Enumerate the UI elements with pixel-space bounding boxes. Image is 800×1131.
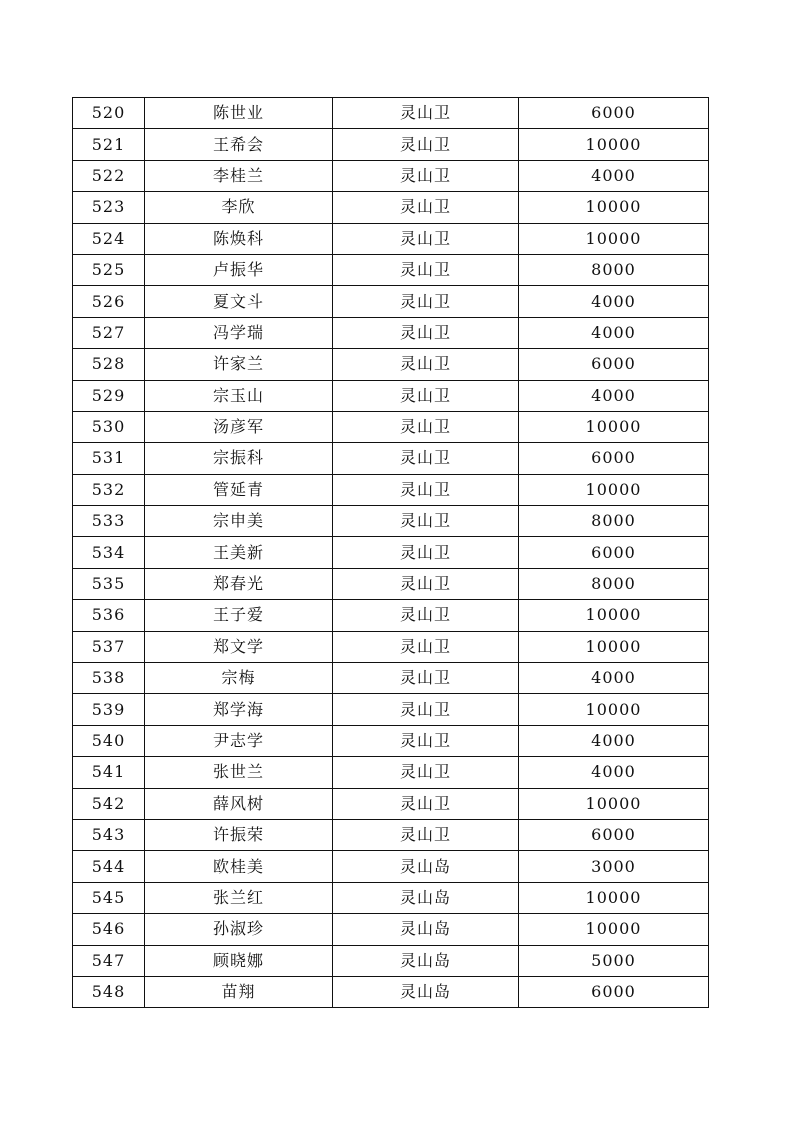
cell-number: 527 [73, 317, 145, 348]
table-row [73, 411, 709, 442]
table-row [73, 788, 709, 819]
cell-number: 528 [73, 349, 145, 380]
cell-amount: 10000 [519, 474, 709, 505]
table-row [73, 694, 709, 725]
cell-number: 530 [73, 411, 145, 442]
cell-name: 宗梅 [145, 663, 333, 694]
cell-location: 灵山卫 [333, 160, 519, 191]
cell-name: 顾晓娜 [145, 945, 333, 976]
table-row [73, 600, 709, 631]
cell-amount: 10000 [519, 914, 709, 945]
cell-amount: 4000 [519, 663, 709, 694]
cell-amount: 10000 [519, 223, 709, 254]
cell-number: 523 [73, 192, 145, 223]
cell-number: 536 [73, 600, 145, 631]
cell-number: 522 [73, 160, 145, 191]
cell-amount: 4000 [519, 725, 709, 756]
cell-amount: 6000 [519, 819, 709, 850]
cell-amount: 5000 [519, 945, 709, 976]
cell-location: 灵山卫 [333, 663, 519, 694]
cell-name: 孙淑珍 [145, 914, 333, 945]
cell-amount: 6000 [519, 537, 709, 568]
cell-location: 灵山岛 [333, 851, 519, 882]
table-row [73, 757, 709, 788]
cell-number: 535 [73, 568, 145, 599]
cell-name: 欧桂美 [145, 851, 333, 882]
cell-location: 灵山卫 [333, 223, 519, 254]
cell-name: 张世兰 [145, 757, 333, 788]
cell-name: 许振荣 [145, 819, 333, 850]
cell-amount: 10000 [519, 129, 709, 160]
cell-name: 郑春光 [145, 568, 333, 599]
table-row [73, 882, 709, 913]
table-row [73, 537, 709, 568]
cell-location: 灵山岛 [333, 914, 519, 945]
cell-number: 521 [73, 129, 145, 160]
table-row [73, 663, 709, 694]
cell-location: 灵山卫 [333, 129, 519, 160]
cell-amount: 3000 [519, 851, 709, 882]
cell-name: 夏文斗 [145, 286, 333, 317]
table-row [73, 506, 709, 537]
cell-number: 540 [73, 725, 145, 756]
cell-name: 冯学瑞 [145, 317, 333, 348]
cell-amount: 10000 [519, 631, 709, 662]
table-row [73, 819, 709, 850]
cell-number: 537 [73, 631, 145, 662]
cell-number: 544 [73, 851, 145, 882]
cell-location: 灵山岛 [333, 976, 519, 1007]
cell-number: 545 [73, 882, 145, 913]
cell-name: 宗振科 [145, 443, 333, 474]
cell-number: 531 [73, 443, 145, 474]
cell-location: 灵山岛 [333, 945, 519, 976]
cell-amount: 4000 [519, 160, 709, 191]
table-row [73, 474, 709, 505]
cell-name: 陈焕科 [145, 223, 333, 254]
cell-location: 灵山卫 [333, 819, 519, 850]
cell-number: 526 [73, 286, 145, 317]
cell-amount: 10000 [519, 694, 709, 725]
cell-location: 灵山卫 [333, 788, 519, 819]
cell-name: 李欣 [145, 192, 333, 223]
cell-name: 卢振华 [145, 254, 333, 285]
table-body [73, 98, 709, 1008]
cell-location: 灵山卫 [333, 631, 519, 662]
cell-location: 灵山卫 [333, 254, 519, 285]
cell-location: 灵山卫 [333, 411, 519, 442]
table-row [73, 976, 709, 1007]
table-row [73, 254, 709, 285]
cell-location: 灵山岛 [333, 882, 519, 913]
cell-name: 汤彦军 [145, 411, 333, 442]
table-row [73, 223, 709, 254]
cell-amount: 8000 [519, 254, 709, 285]
table-row [73, 129, 709, 160]
cell-name: 薛风树 [145, 788, 333, 819]
cell-location: 灵山卫 [333, 600, 519, 631]
cell-number: 524 [73, 223, 145, 254]
cell-name: 李桂兰 [145, 160, 333, 191]
cell-number: 532 [73, 474, 145, 505]
table-row [73, 160, 709, 191]
table-row [73, 349, 709, 380]
cell-location: 灵山卫 [333, 380, 519, 411]
cell-location: 灵山卫 [333, 537, 519, 568]
cell-amount: 10000 [519, 788, 709, 819]
cell-amount: 4000 [519, 286, 709, 317]
cell-number: 541 [73, 757, 145, 788]
cell-name: 张兰红 [145, 882, 333, 913]
cell-name: 宗申美 [145, 506, 333, 537]
cell-location: 灵山卫 [333, 443, 519, 474]
cell-name: 陈世业 [145, 98, 333, 129]
cell-location: 灵山卫 [333, 474, 519, 505]
cell-number: 547 [73, 945, 145, 976]
cell-name: 管延青 [145, 474, 333, 505]
cell-amount: 8000 [519, 568, 709, 599]
data-table [72, 97, 709, 1008]
cell-amount: 6000 [519, 443, 709, 474]
cell-location: 灵山卫 [333, 506, 519, 537]
cell-number: 539 [73, 694, 145, 725]
cell-number: 548 [73, 976, 145, 1007]
cell-name: 尹志学 [145, 725, 333, 756]
table-row [73, 443, 709, 474]
cell-number: 546 [73, 914, 145, 945]
cell-amount: 4000 [519, 380, 709, 411]
cell-name: 许家兰 [145, 349, 333, 380]
cell-amount: 10000 [519, 192, 709, 223]
table-row [73, 317, 709, 348]
cell-amount: 6000 [519, 98, 709, 129]
table-row [73, 380, 709, 411]
cell-location: 灵山卫 [333, 568, 519, 599]
cell-location: 灵山卫 [333, 757, 519, 788]
cell-number: 542 [73, 788, 145, 819]
table-row [73, 568, 709, 599]
cell-location: 灵山卫 [333, 98, 519, 129]
cell-name: 王希会 [145, 129, 333, 160]
table-row [73, 98, 709, 129]
table-row [73, 725, 709, 756]
cell-location: 灵山卫 [333, 286, 519, 317]
cell-amount: 4000 [519, 757, 709, 788]
cell-amount: 10000 [519, 882, 709, 913]
cell-amount: 6000 [519, 976, 709, 1007]
cell-amount: 4000 [519, 317, 709, 348]
cell-number: 520 [73, 98, 145, 129]
table-row [73, 945, 709, 976]
cell-name: 王美新 [145, 537, 333, 568]
table-row [73, 192, 709, 223]
cell-number: 543 [73, 819, 145, 850]
cell-number: 534 [73, 537, 145, 568]
cell-amount: 10000 [519, 600, 709, 631]
cell-number: 525 [73, 254, 145, 285]
cell-name: 宗玉山 [145, 380, 333, 411]
table-row [73, 631, 709, 662]
cell-location: 灵山卫 [333, 349, 519, 380]
cell-number: 529 [73, 380, 145, 411]
cell-name: 苗翔 [145, 976, 333, 1007]
cell-name: 王子爱 [145, 600, 333, 631]
cell-amount: 10000 [519, 411, 709, 442]
cell-amount: 8000 [519, 506, 709, 537]
table-row [73, 914, 709, 945]
table-row [73, 286, 709, 317]
cell-number: 533 [73, 506, 145, 537]
cell-location: 灵山卫 [333, 317, 519, 348]
cell-amount: 6000 [519, 349, 709, 380]
cell-name: 郑学海 [145, 694, 333, 725]
cell-number: 538 [73, 663, 145, 694]
cell-location: 灵山卫 [333, 725, 519, 756]
cell-name: 郑文学 [145, 631, 333, 662]
table-row [73, 851, 709, 882]
cell-location: 灵山卫 [333, 694, 519, 725]
cell-location: 灵山卫 [333, 192, 519, 223]
